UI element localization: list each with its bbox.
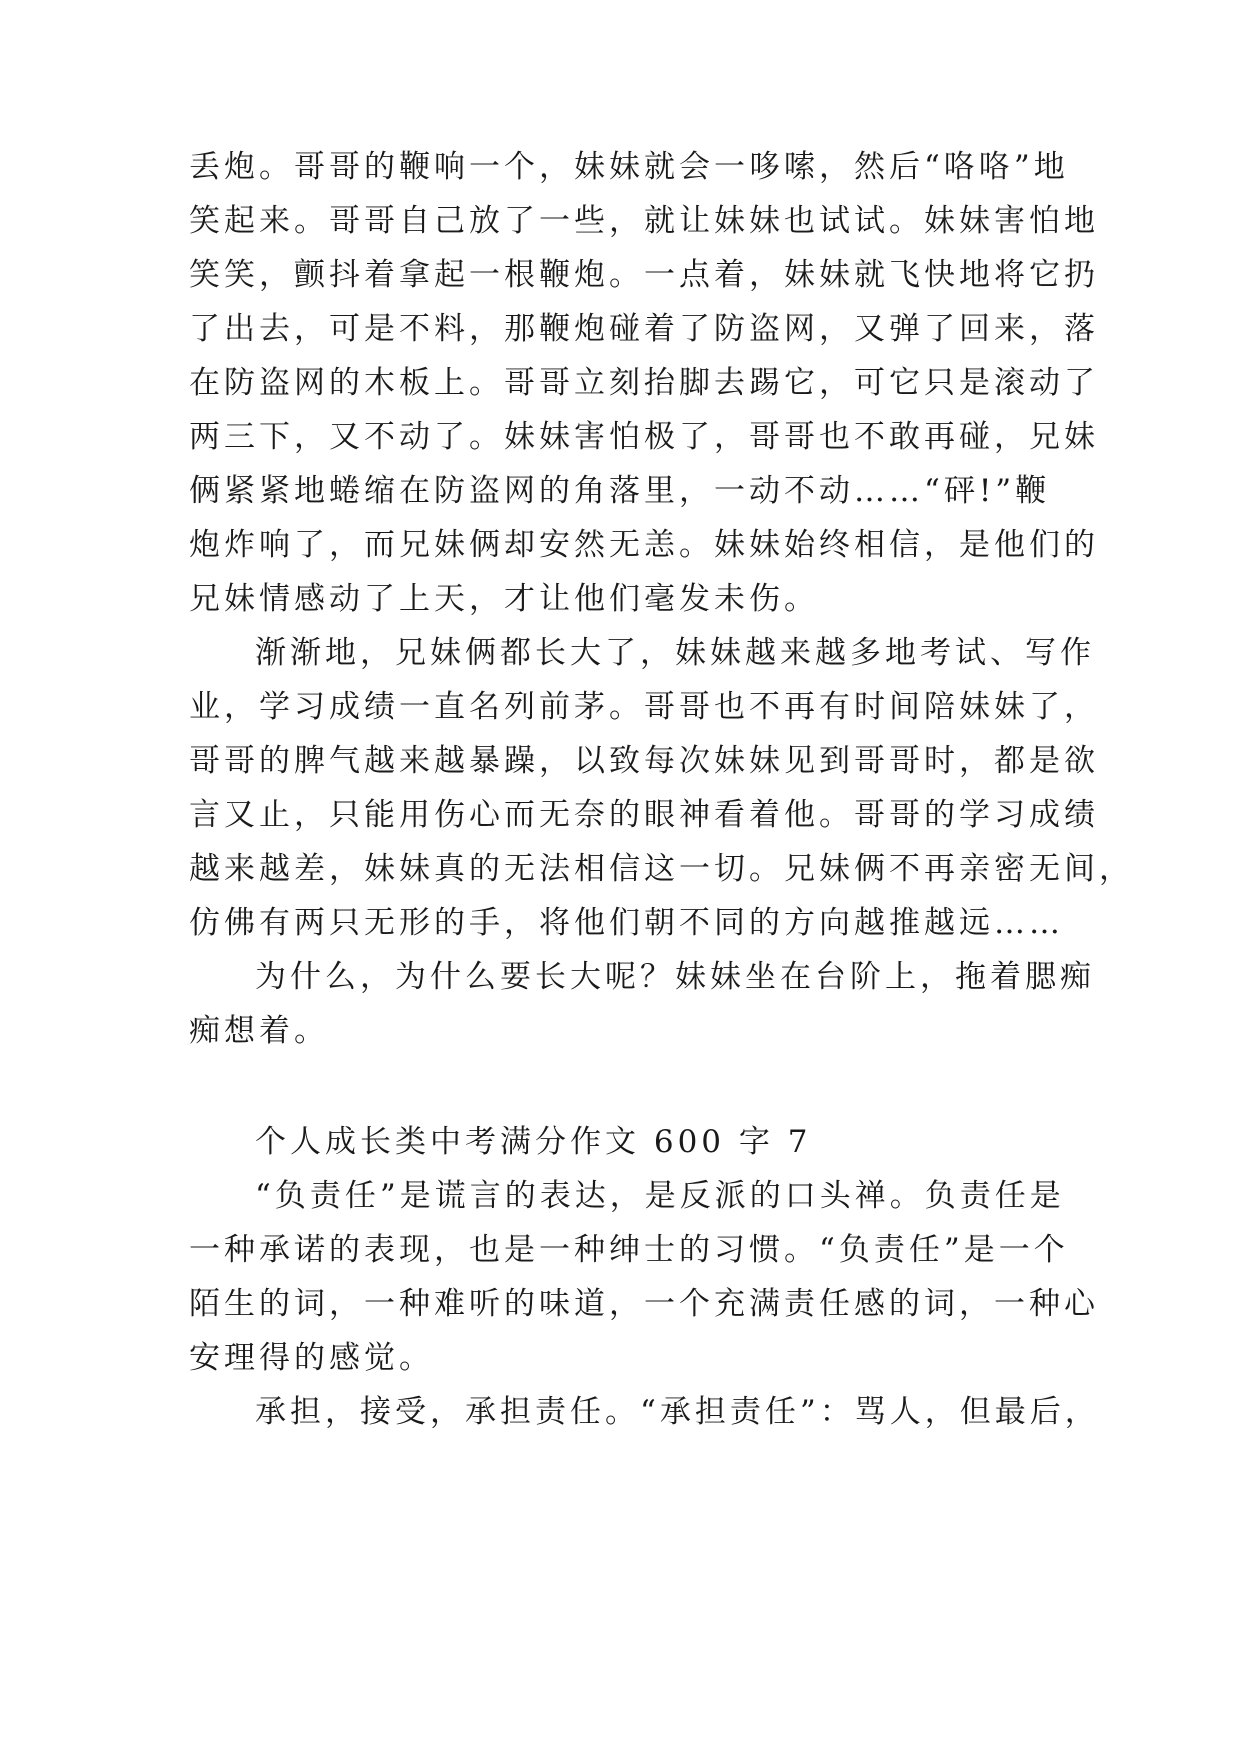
paragraph-line: 了出去，可是不料，那鞭炮碰着了防盗网，又弹了回来，落 [189, 311, 1099, 347]
paragraph-line: “负责任”是谎言的表达，是反派的口头禅。负责任是 [255, 1178, 1065, 1214]
section-title: 个人成长类中考满分作文 600 字 7 [255, 1124, 812, 1160]
paragraph-line: 丢炮。哥哥的鞭响一个，妹妹就会一哆嗦，然后“咯咯”地 [189, 149, 1069, 185]
paragraph-line: 业，学习成绩一直名列前茅。哥哥也不再有时间陪妹妹了， [189, 689, 1099, 725]
paragraph-line: 越来越差，妹妹真的无法相信这一切。兄妹俩不再亲密无间， [189, 851, 1134, 887]
paragraph-line: 在防盗网的木板上。哥哥立刻抬脚去踢它，可它只是滚动了 [189, 365, 1099, 401]
paragraph-line: 俩紧紧地蜷缩在防盗网的角落里，一动不动……“砰!”鞭 [189, 473, 1051, 509]
paragraph-line: 言又止，只能用伤心而无奈的眼神看着他。哥哥的学习成绩 [189, 797, 1099, 833]
paragraph-line: 兄妹情感动了上天，才让他们毫发未伤。 [189, 581, 819, 617]
paragraph-line: 一种承诺的表现，也是一种绅士的习惯。“负责任”是一个 [189, 1232, 1069, 1268]
paragraph-line: 笑笑，颤抖着拿起一根鞭炮。一点着，妹妹就飞快地将它扔 [189, 257, 1099, 293]
paragraph-line: 陌生的词，一种难听的味道，一个充满责任感的词，一种心 [189, 1286, 1099, 1322]
paragraph-line: 哥哥的脾气越来越暴躁，以致每次妹妹见到哥哥时，都是欲 [189, 743, 1099, 779]
paragraph-line: 为什么，为什么要长大呢？妹妹坐在台阶上，拖着腮痴 [255, 959, 1095, 995]
paragraph-line: 仿佛有两只无形的手，将他们朝不同的方向越推越远…… [189, 905, 1064, 941]
paragraph-line: 渐渐地，兄妹俩都长大了，妹妹越来越多地考试、写作 [255, 635, 1095, 671]
paragraph-line: 安理得的感觉。 [189, 1340, 434, 1376]
paragraph-line: 痴想着。 [189, 1013, 329, 1049]
paragraph-line: 承担，接受，承担责任。“承担责任”：骂人，但最后， [255, 1394, 1100, 1430]
paragraph-line: 两三下，又不动了。妹妹害怕极了，哥哥也不敢再碰，兄妹 [189, 419, 1099, 455]
paragraph-line: 笑起来。哥哥自己放了一些，就让妹妹也试试。妹妹害怕地 [189, 203, 1099, 239]
paragraph-line: 炮炸响了，而兄妹俩却安然无恙。妹妹始终相信，是他们的 [189, 527, 1099, 563]
